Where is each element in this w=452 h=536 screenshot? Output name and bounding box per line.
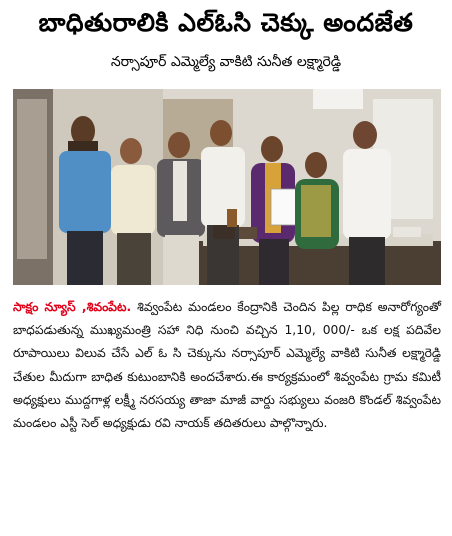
subheadline: నర్సాపూర్ ఎమ్మెల్యే వాకిటి సునీత లక్ష్మారెడ్డి xyxy=(110,54,342,70)
headline: బాధితురాలికి ఎల్ఓసి చెక్కు అందజేత xyxy=(38,8,414,37)
article-dateline: సాక్షం న్యూస్ ,శివంపేట. xyxy=(13,300,132,314)
news-photo xyxy=(13,89,441,285)
photo-illustration xyxy=(13,89,441,285)
article-body xyxy=(13,296,441,435)
article-text: శివ్వంపేట మండలం కేంద్రానికి చెందిన పిల్ల రాధిక అనారోగ్యంతో బాధపడుతున్న ముఖ్యమంత్రి సహా నిధి నుంచి వచ్చిన 1,10, 000/- ఒక లక్ష పదివేల రూపాయిలు విలువ చేసే ఎల్ ఓ సి చెక్కును నర్సాపూర్ ఎమ్మెల్యే వాకిటి సునీత లక్ష్మారెడ్డి చేతుల మీదుగా బాధిత కుటుంబానికి అందచేశారు.ఈ కార్యక్రమంలో శివ్వంపేట గ్రామ కమిటీ అధ్యక్షులు ముద్దగాళ్ల లక్ష్మీ నరసయ్య తాజా మాజీ వార్డు సభ్యులు వంజరి కొండల్ శివ్వంపేట మండలం ఎస్టీ సెల్ అధ్యక్షుడు రవి నాయక్ తదితరులు పాల్గొన్నారు. xyxy=(13,300,441,431)
